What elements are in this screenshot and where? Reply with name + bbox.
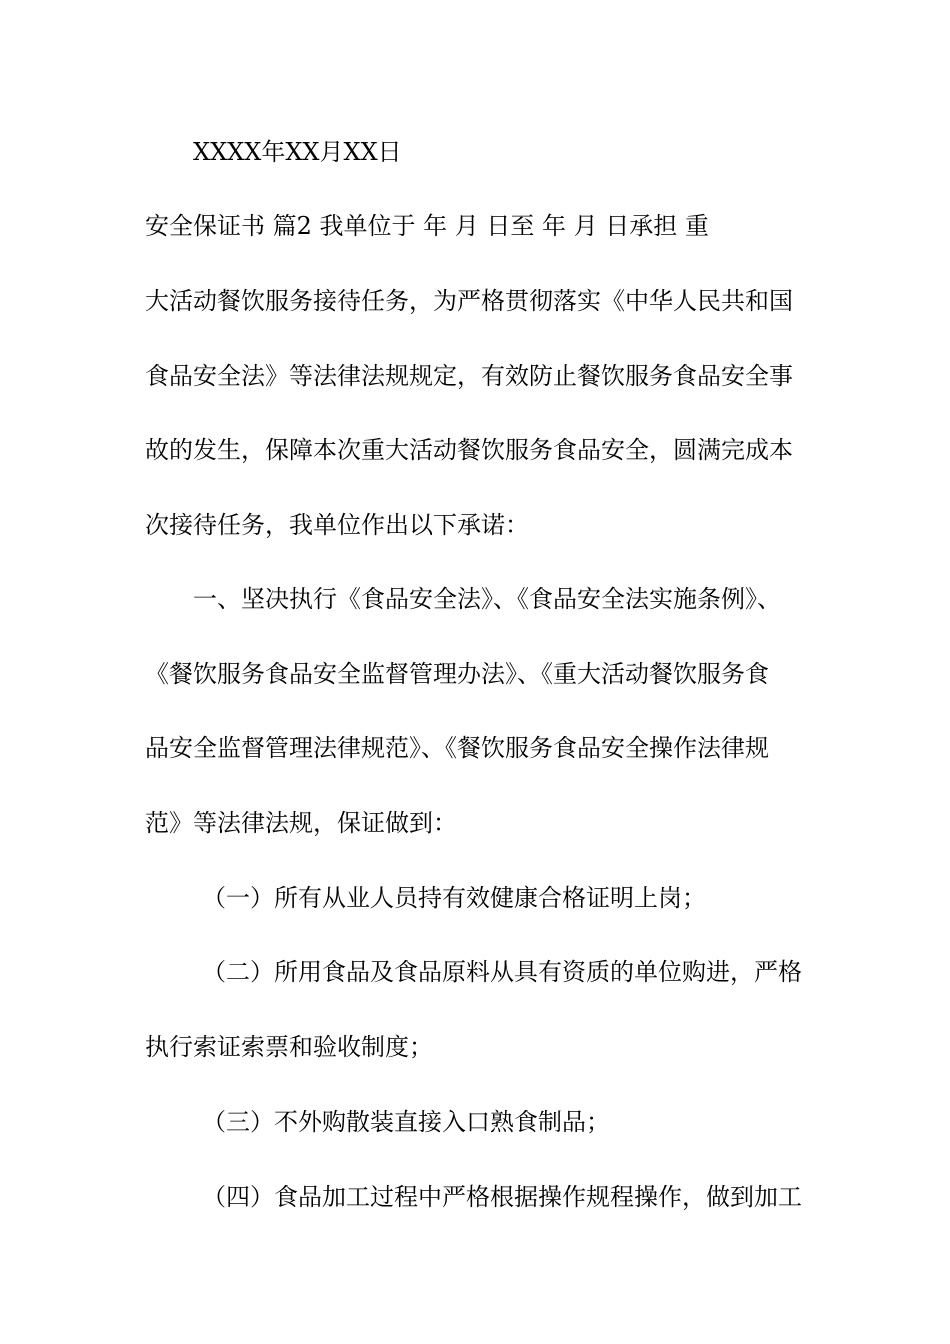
paragraph-line: 品安全监督管理法律规范》、《餐饮服务食品安全操作法律规 [145,734,769,762]
paragraph-line: 食品安全法》等法律法规规定，有效防止餐饮服务食品安全事 [145,362,793,390]
paragraph-line: 《餐饮服务食品安全监督管理办法》、《重大活动餐饮服务食 [145,660,769,688]
list-item: （二）所用食品及食品原料从具有资质的单位购进，严格 [202,958,802,986]
list-item: （三）不外购散装直接入口熟食制品； [202,1108,610,1136]
paragraph-line: 执行索证索票和验收制度； [145,1033,433,1061]
date-line: XXXX年XX月XX日 [193,138,402,166]
paragraph-line: 故的发生，保障本次重大活动餐饮服务食品安全，圆满完成本 [145,436,793,464]
list-item: （四）食品加工过程中严格根据操作规程操作，做到加工 [202,1183,802,1211]
paragraph-line: 安全保证书 篇2 我单位于 年 月 日至 年 月 日承担 重 [145,212,709,240]
list-item: （一）所有从业人员持有效健康合格证明上岗； [202,884,706,912]
paragraph-line: 次接待任务，我单位作出以下承诺： [145,511,529,539]
paragraph-line: 大活动餐饮服务接待任务，为严格贯彻落实《中华人民共和国 [145,287,793,315]
paragraph-line: 一、坚决执行《食品安全法》、《食品安全法实施条例》、 [193,585,781,613]
paragraph-line: 范》等法律法规，保证做到： [145,809,457,837]
